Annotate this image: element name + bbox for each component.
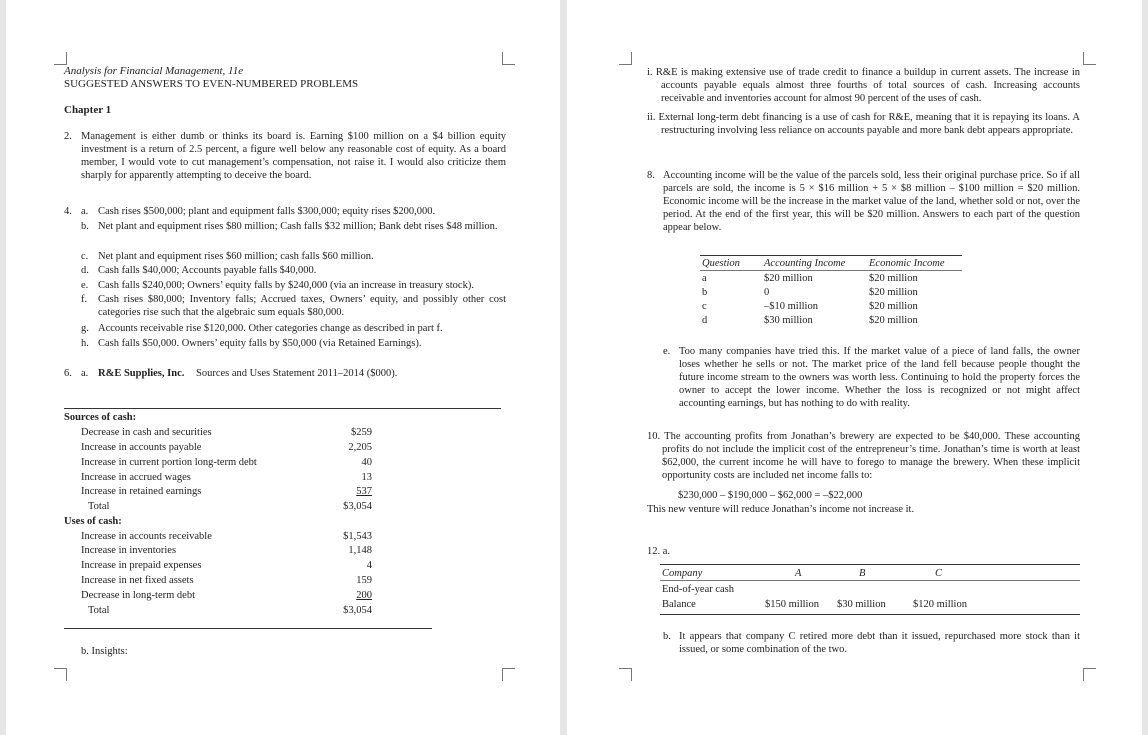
uses-heading: Uses of cash: bbox=[64, 516, 122, 527]
q8-table-header: Question bbox=[702, 258, 740, 269]
sources-row-value: 40 bbox=[361, 457, 372, 468]
header-title: Analysis for Financial Management, 11e bbox=[64, 65, 244, 77]
insight-ii: ii. External long-term debt financing is a use of cash for R&E, meaning that it is repaying its loans. A restructuring involving less reliance on accounts payable and more bank debt appears appropriate. bbox=[647, 112, 1080, 136]
q10-formula: $230,000 – $190,000 – $62,000 = –$22,000 bbox=[678, 490, 863, 501]
sources-row-value: 13 bbox=[361, 472, 372, 483]
q8-table-cell: b bbox=[702, 287, 708, 298]
sources-total-value: $3,054 bbox=[343, 501, 372, 512]
q4-item-text: Cash falls $50,000. Owners’ equity falls by $50,000 (via Retained Earnings). bbox=[98, 338, 422, 349]
uses-row-value: 4 bbox=[366, 560, 372, 571]
q4-item-letter: g. bbox=[81, 323, 89, 334]
crop-mark-top-right bbox=[502, 52, 515, 65]
sources-heading: Sources of cash: bbox=[64, 412, 137, 423]
q4-item-letter: b. bbox=[81, 221, 89, 232]
q12-table-header: B bbox=[859, 568, 866, 579]
header-subtitle: SUGGESTED ANSWERS TO EVEN-NUMBERED PROBLEMS bbox=[64, 78, 359, 90]
q12-table-header-rule bbox=[660, 580, 1080, 581]
uses-row-value: 159 bbox=[356, 575, 372, 586]
q8-table-cell: d bbox=[702, 315, 708, 326]
q8-number: 8. bbox=[647, 170, 655, 181]
q8-table-cell: c bbox=[702, 301, 707, 312]
uses-total-label: Total bbox=[88, 605, 110, 616]
q12-row-label: Balance bbox=[662, 599, 696, 610]
sources-row-label: Increase in retained earnings bbox=[81, 486, 202, 497]
q4-item-text: Cash rises $80,000; Inventory falls; Accrued taxes, Owners’ equity, and possibly other cost categories rise such that the algebraic sum equals $80,000. bbox=[98, 294, 506, 318]
q8-table-cell: $20 million bbox=[869, 315, 918, 326]
table-bottom-rule bbox=[64, 628, 432, 629]
q12b-answer: It appears that company C retired more debt than it issued, repurchased more stock than it issued, or some combination of the two. bbox=[679, 631, 1080, 655]
q6-part-a: a. bbox=[81, 368, 89, 379]
q12-table-top-rule bbox=[660, 564, 1080, 565]
q8-table-cell: $20 million bbox=[869, 273, 918, 284]
q2-number: 2. bbox=[64, 131, 72, 142]
crop-mark-bottom-right bbox=[502, 668, 515, 681]
q12b-letter: b. bbox=[663, 631, 671, 642]
insights-label: b. Insights: bbox=[81, 646, 128, 657]
q4-item-text: Net plant and equipment rises $80 million; Cash falls $32 million; Bank debt rises $48 million. bbox=[98, 221, 498, 232]
uses-row-value: 1,148 bbox=[348, 545, 372, 556]
q8-table-cell: a bbox=[702, 273, 707, 284]
sources-total-label: Total bbox=[88, 501, 110, 512]
q8-answer: Accounting income will be the value of the parcels sold, less their original purchase price. So if all parcels are sold, the income is 5 × $16 million + 5 × $8 million – $100 million = $20 million. Economic income will be the increase in the market value of the land, whether sold or not, over the period. At the end of the first year, this will be $20 million. Answers to each part of the question appear below. bbox=[663, 170, 1080, 233]
q8-table-cell: $30 million bbox=[764, 315, 813, 326]
crop-mark-top-left bbox=[54, 52, 67, 65]
q4-item-letter: d. bbox=[81, 265, 89, 276]
q4-item-letter: h. bbox=[81, 338, 89, 349]
uses-row-label: Increase in accounts receivable bbox=[81, 531, 212, 542]
q4-item-letter: e. bbox=[81, 280, 89, 291]
q4-item-letter: c. bbox=[81, 251, 89, 262]
uses-total-value: $3,054 bbox=[343, 605, 372, 616]
q6-number: 6. bbox=[64, 368, 72, 379]
q8-table-cell: $20 million bbox=[764, 273, 813, 284]
sources-row-label: Increase in accrued wages bbox=[81, 472, 191, 483]
q4-item-letter: a. bbox=[81, 206, 89, 217]
uses-row-value: $1,543 bbox=[343, 531, 372, 542]
sources-row-value: $259 bbox=[351, 427, 372, 438]
crop-mark-top-right bbox=[1083, 52, 1096, 65]
crop-mark-bottom-right bbox=[1083, 668, 1096, 681]
uses-row-label: Increase in prepaid expenses bbox=[81, 560, 202, 571]
q8e-answer: Too many companies have tried this. If the market value of a piece of land falls, the owner loses whether he sells or not. The market price of the land fell because people thought the future income stream to the owners was worth less. Continuing to hold the property forces the owner to accept the lower income. Whether the loss is recognized or not might affect accounting earnings, but has nothing to do with reality. bbox=[679, 346, 1080, 409]
q4-item-text: Cash rises $500,000; plant and equipment falls $300,000; equity rises $200,000. bbox=[98, 206, 436, 217]
q12-table-company-label: Company bbox=[662, 568, 703, 579]
q4-item-text: Net plant and equipment rises $60 million; cash falls $60 million. bbox=[98, 251, 374, 262]
q12-table-bottom-rule bbox=[660, 614, 1080, 615]
crop-mark-top-left bbox=[619, 52, 632, 65]
q8-table-header: Economic Income bbox=[869, 258, 945, 269]
q12-cell: $120 million bbox=[913, 599, 967, 610]
sources-row-label: Increase in accounts payable bbox=[81, 442, 202, 453]
q10-conclusion: This new venture will reduce Jonathan’s income not increase it. bbox=[647, 504, 915, 515]
sources-row-value: 537 bbox=[356, 486, 372, 497]
q6-caption: Sources and Uses Statement 2011–2014 ($000). bbox=[196, 368, 398, 379]
document-page-1 bbox=[6, 0, 560, 735]
sources-row-label: Decrease in cash and securities bbox=[81, 427, 212, 438]
document-page-2 bbox=[567, 0, 1142, 735]
chapter-heading: Chapter 1 bbox=[64, 104, 112, 116]
q8-table-top-rule bbox=[700, 255, 962, 256]
q8-table-cell: –$10 million bbox=[764, 301, 818, 312]
uses-row-value: 200 bbox=[356, 590, 372, 601]
q8-table-cell: $20 million bbox=[869, 287, 918, 298]
sources-row-label: Increase in current portion long-term debt bbox=[81, 457, 257, 468]
q12-table-header: C bbox=[935, 568, 943, 579]
insight-i: i. R&E is making extensive use of trade credit to finance a buildup in current assets. The increase in accounts payable equals almost three fourths of total sources of cash. Increasing accounts receivable and inventories account for almost 90 percent of the uses of cash. bbox=[647, 67, 1080, 104]
q4-item-text: Cash falls $240,000; Owners’ equity falls by $240,000 (via an increase in treasury stock). bbox=[98, 280, 474, 291]
q8-table-header: Accounting Income bbox=[764, 258, 846, 269]
q4-item-letter: f. bbox=[81, 294, 88, 305]
uses-row-label: Increase in inventories bbox=[81, 545, 177, 556]
q2-answer: Management is either dumb or thinks its board is. Earning $100 million on a $4 billion equity investment is a return of 2.5 percent, a figure well below any reasonable cost of equity. As a board member, I would vote to cut management’s compensation, not raise it. I would also criticize them sharply for apparently attempting to deceive the board. bbox=[81, 131, 506, 181]
table-top-rule bbox=[64, 408, 501, 409]
q4-item-text: Accounts receivable rise $120,000. Other categories change as described in part f. bbox=[98, 323, 443, 334]
q8e-letter: e. bbox=[663, 346, 671, 357]
q8-table-cell: 0 bbox=[764, 287, 770, 298]
q8-table-cell: $20 million bbox=[869, 301, 918, 312]
q12-table-header: A bbox=[795, 568, 802, 579]
q4-item-text: Cash falls $40,000; Accounts payable falls $40,000. bbox=[98, 265, 317, 276]
q4-number: 4. bbox=[64, 206, 72, 217]
uses-row-label: Decrease in long-term debt bbox=[81, 590, 195, 601]
uses-row-label: Increase in net fixed assets bbox=[81, 575, 194, 586]
q8-table-header-rule bbox=[700, 270, 962, 271]
sources-row-value: 2,205 bbox=[348, 442, 372, 453]
q6-company-name: R&E Supplies, Inc. bbox=[98, 368, 185, 379]
q12-cell: $30 million bbox=[837, 599, 886, 610]
crop-mark-bottom-left bbox=[54, 668, 67, 681]
q12-label: 12. a. bbox=[647, 546, 671, 557]
q10-answer: 10. The accounting profits from Jonathan’s brewery are expected to be $40,000. These accounting profits do not include the implicit cost of the entrepreneur’s time. Jonathan’s time is worth at least $62,000, the current income he will have to forego to manage the brewery. When these implicit opportunity costs are included net income falls to: bbox=[647, 431, 1080, 481]
q12-cell: $150 million bbox=[765, 599, 819, 610]
q12-row-label: End-of-year cash bbox=[662, 584, 735, 595]
crop-mark-bottom-left bbox=[619, 668, 632, 681]
